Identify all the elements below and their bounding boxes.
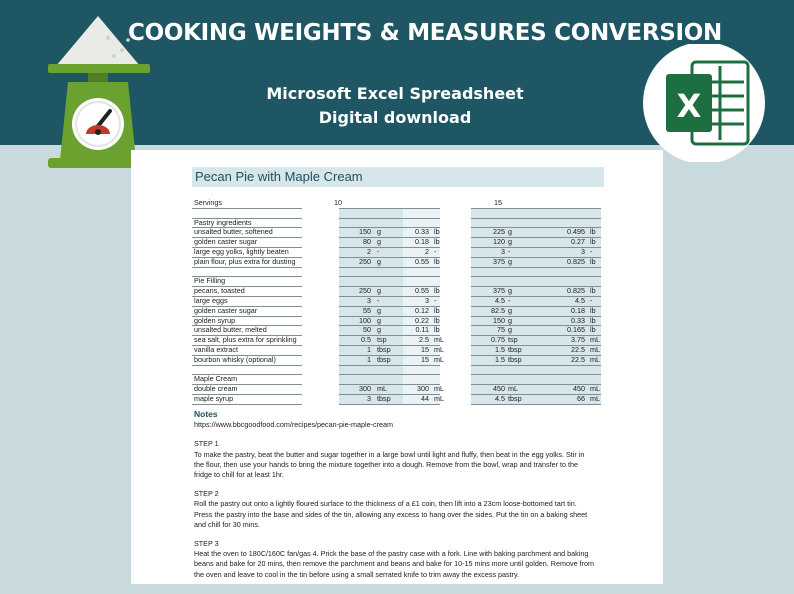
quantity-unit: mL: [377, 384, 387, 394]
quantity-value: 0.495: [567, 227, 585, 237]
quantity-value: 1: [367, 345, 371, 354]
section-heading: Maple Cream: [194, 374, 238, 384]
quantity-unit: g: [377, 315, 381, 325]
ingredient-name: large eggs: [194, 296, 228, 305]
quantity-unit: g: [377, 286, 381, 296]
quantity-value: 0.33: [571, 315, 585, 325]
quantity-value: 3.75: [571, 335, 585, 345]
ingredient-name: plain flour, plus extra for dusting: [194, 256, 296, 266]
table-row: [131, 384, 663, 394]
quantity-unit: lb: [434, 305, 440, 315]
ingredient-name: bourbon whisky (optional): [194, 354, 276, 364]
quantity-unit: tbsp: [377, 394, 391, 403]
quantity-value: 250: [359, 286, 371, 296]
quantity-unit: mL: [590, 345, 600, 354]
quantity-unit: mL: [590, 384, 600, 394]
ingredient-name: unsalted butter, melted: [194, 325, 267, 335]
quantity-value: 15: [421, 345, 429, 354]
quantity-unit: g: [377, 305, 381, 315]
quantity-unit: lb: [434, 227, 440, 237]
quantity-value: 44: [421, 394, 429, 403]
quantity-unit: g: [508, 305, 512, 315]
table-row: [131, 257, 663, 267]
quantity-unit: tbsp: [377, 345, 391, 354]
quantity-unit: mL: [434, 345, 444, 354]
quantity-unit: tbsp: [508, 345, 522, 354]
quantity-value: 0.12: [415, 305, 429, 315]
quantity-unit: -: [377, 247, 380, 256]
quantity-value: 1: [367, 354, 371, 364]
quantity-value: 0.33: [415, 227, 429, 237]
quantity-unit: g: [377, 256, 381, 266]
quantity-unit: mL: [590, 394, 600, 403]
banner-subtitle-line2: Digital download: [318, 108, 472, 127]
quantity-unit: lb: [590, 237, 596, 247]
table-row: [131, 286, 663, 296]
ingredient-name: unsalted butter, softened: [194, 227, 273, 237]
quantity-value: 0.825: [567, 256, 585, 266]
banner-subtitle-line1: Microsoft Excel Spreadsheet: [266, 84, 524, 103]
quantity-unit: mL: [508, 384, 518, 394]
quantity-unit: -: [590, 296, 593, 305]
quantity-value: 75: [497, 325, 505, 335]
table-row: [131, 325, 663, 335]
quantity-value: 2.5: [419, 335, 429, 345]
step-text: Roll the pastry out onto a lightly floured surface to the thickness of a £1 coin, then lift into a 23cm loose-bottomed tart tin. Press the pastry into the base and sides of the tin, allowing any excess to hang over the sides. Put the tin on a baking sheet and chill for 30 mins.: [194, 499, 588, 529]
quantity-value: 0.825: [567, 286, 585, 296]
quantity-value: 3: [581, 247, 585, 256]
quantity-value: 0.18: [415, 237, 429, 247]
ingredient-name: maple syrup: [194, 394, 234, 403]
section-heading: Pastry ingredients: [194, 217, 252, 227]
quantity-unit: tbsp: [377, 354, 391, 364]
ingredient-name: golden syrup: [194, 315, 236, 325]
quantity-value: 450: [573, 384, 585, 394]
quantity-unit: tbsp: [508, 394, 522, 403]
quantity-unit: mL: [434, 335, 444, 345]
table-row: [131, 365, 663, 375]
quantity-unit: g: [508, 256, 512, 266]
quantity-unit: lb: [590, 227, 596, 237]
step-title: STEP 2: [194, 489, 219, 499]
table-row: [131, 296, 663, 306]
quantity-value: 120: [493, 237, 505, 247]
quantity-unit: g: [508, 325, 512, 335]
quantity-value: 225: [493, 227, 505, 237]
section-heading: Pie Filling: [194, 276, 226, 286]
quantity-unit: lb: [434, 325, 440, 335]
table-row: [131, 394, 663, 404]
quantity-value: 0.5: [361, 335, 371, 345]
ingredient-name: golden caster sugar: [194, 305, 258, 315]
quantity-unit: g: [377, 227, 381, 237]
table-row: [131, 208, 663, 218]
quantity-value: 0.27: [571, 237, 585, 247]
quantity-value: 3: [367, 296, 371, 305]
row-divider: [471, 404, 601, 405]
quantity-unit: lb: [434, 256, 440, 266]
table-row: [131, 306, 663, 316]
quantity-unit: -: [508, 296, 511, 305]
quantity-value: 300: [417, 384, 429, 394]
ingredient-name: double cream: [194, 384, 238, 394]
banner-title: COOKING WEIGHTS & MEASURES CONVERSION: [128, 20, 722, 46]
quantity-unit: -: [590, 247, 593, 256]
servings-value: 10: [334, 198, 342, 207]
quantity-value: 22.5: [571, 354, 585, 364]
notes-heading: Notes: [194, 409, 218, 419]
quantity-value: 4.5: [495, 394, 505, 403]
quantity-value: 1.5: [495, 345, 505, 354]
quantity-unit: mL: [434, 384, 444, 394]
row-divider: [339, 404, 440, 405]
quantity-value: 375: [493, 286, 505, 296]
quantity-value: 4.5: [495, 296, 505, 305]
ingredient-name: large egg yolks, lightly beaten: [194, 247, 289, 256]
quantity-value: 66: [577, 394, 585, 403]
servings-value: 15: [494, 198, 502, 207]
quantity-unit: g: [377, 325, 381, 335]
quantity-unit: g: [377, 237, 381, 247]
quantity-unit: mL: [590, 354, 600, 364]
quantity-value: 3: [367, 394, 371, 403]
quantity-value: 150: [493, 315, 505, 325]
table-row: [131, 198, 663, 208]
quantity-unit: tbsp: [508, 354, 522, 364]
table-row: [131, 374, 663, 384]
quantity-unit: lb: [434, 237, 440, 247]
table-row: [131, 267, 663, 277]
quantity-value: 0.55: [415, 256, 429, 266]
quantity-value: 0.55: [415, 286, 429, 296]
quantity-value: 82.5: [491, 305, 505, 315]
table-row: [131, 355, 663, 365]
quantity-value: 3: [425, 296, 429, 305]
quantity-value: 0.11: [415, 325, 429, 335]
notes-section: [194, 409, 594, 589]
quantity-unit: g: [508, 227, 512, 237]
quantity-unit: lb: [590, 325, 596, 335]
quantity-value: 0.18: [571, 305, 585, 315]
excel-logo-letter: X: [676, 87, 702, 125]
quantity-value: 1.5: [495, 354, 505, 364]
quantity-value: 55: [363, 305, 371, 315]
quantity-value: 22.5: [571, 345, 585, 354]
quantity-value: 0.75: [491, 335, 505, 345]
quantity-unit: lb: [434, 315, 440, 325]
quantity-value: 250: [359, 256, 371, 266]
table-row: [131, 237, 663, 247]
quantity-unit: mL: [434, 354, 444, 364]
quantity-unit: lb: [590, 286, 596, 296]
quantity-unit: tsp: [377, 335, 387, 345]
quantity-value: 4.5: [575, 296, 585, 305]
quantity-value: 375: [493, 256, 505, 266]
quantity-unit: lb: [434, 286, 440, 296]
quantity-unit: -: [508, 247, 511, 256]
table-row: [131, 227, 663, 237]
quantity-value: 450: [493, 384, 505, 394]
step-title: STEP 1: [194, 439, 219, 449]
quantity-value: 0.22: [415, 315, 429, 325]
quantity-value: 0.165: [567, 325, 585, 335]
quantity-unit: -: [434, 247, 437, 256]
excel-logo-icon: [640, 44, 768, 162]
servings-label: Servings: [194, 198, 222, 207]
ingredient-name: golden caster sugar: [194, 237, 258, 247]
table-row: [131, 316, 663, 326]
step-text: To make the pastry, beat the butter and sugar together in a large bowl until light and fluffy, then beat in the egg yolks. Stir in the flour, then use your hands to bring the mixture together into a dough. Remove from the bowl, wrap and transfer to the fridge to chill for at least 1hr.: [194, 449, 585, 480]
table-row: [131, 218, 663, 228]
quantity-unit: lb: [590, 256, 596, 266]
sheet-title: Pecan Pie with Maple Cream: [192, 167, 604, 187]
quantity-unit: g: [508, 286, 512, 296]
quantity-unit: -: [377, 296, 380, 305]
quantity-unit: lb: [590, 315, 596, 325]
row-divider: [192, 404, 302, 405]
ingredient-name: vanilla extract: [194, 345, 238, 354]
quantity-value: 15: [421, 354, 429, 364]
table-row: [131, 335, 663, 345]
quantity-unit: lb: [590, 305, 596, 315]
quantity-unit: tsp: [508, 335, 518, 345]
quantity-unit: g: [508, 237, 512, 247]
quantity-value: 50: [363, 325, 371, 335]
table-row: [131, 247, 663, 257]
ingredient-name: pecans, toasted: [194, 286, 245, 296]
spreadsheet-preview: [131, 150, 663, 584]
quantity-unit: mL: [590, 335, 600, 345]
recipe-url: https://www.bbcgoodfood.com/recipes/pecan-pie-maple-cream: [194, 420, 393, 430]
quantity-value: 100: [359, 315, 371, 325]
quantity-unit: g: [508, 315, 512, 325]
quantity-value: 2: [367, 247, 371, 256]
quantity-value: 150: [359, 227, 371, 237]
step-title: STEP 3: [194, 539, 219, 549]
table-row: [131, 276, 663, 286]
quantity-unit: mL: [434, 394, 444, 403]
quantity-value: 3: [501, 247, 505, 256]
table-row: [131, 345, 663, 355]
quantity-value: 300: [359, 384, 371, 394]
step-text: Heat the oven to 180C/160C fan/gas 4. Prick the base of the pastry case with a fork. Line with baking parchment and baking beans and bake for 20 mins, then remove the parchment and beans and bake for 10-15 mins more until golden. Remove from the oven and leave to cool in the tin before using a small serrated knife to trim away the excess pastry.: [194, 549, 594, 579]
quantity-value: 2: [425, 247, 429, 256]
quantity-value: 80: [363, 237, 371, 247]
ingredient-name: sea salt, plus extra for sprinkling: [194, 335, 297, 345]
quantity-unit: -: [434, 296, 437, 305]
